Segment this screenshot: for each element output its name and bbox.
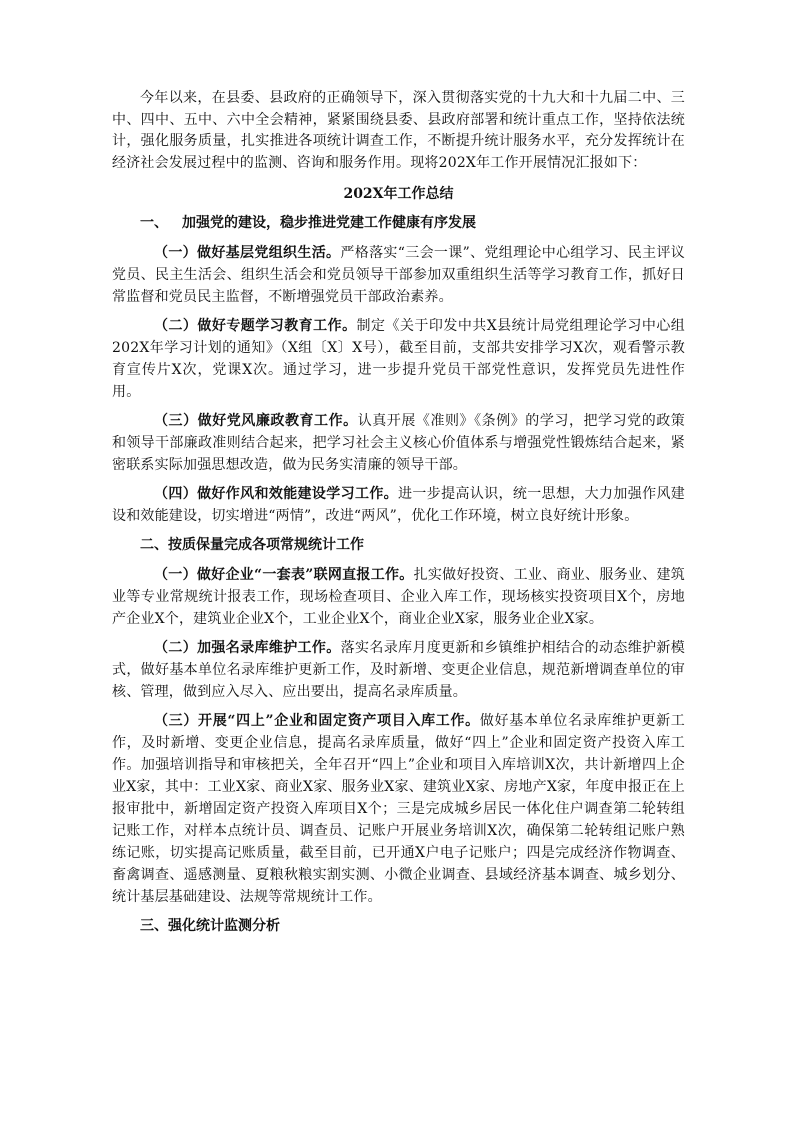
section-heading-3: 三、强化统计监测分析 <box>140 918 280 934</box>
section-1-item-3 <box>112 410 685 476</box>
item-lead: （一）做好基层党组织生活。 <box>154 245 341 261</box>
section-heading-text: 加强党的建设，稳步推进党建工作健康有序发展 <box>182 215 476 231</box>
item-lead: （四）做好作风和效能建设学习工作。 <box>154 486 399 502</box>
item-body: 做好基本单位名录库维护更新工作，及时新增、变更企业信息，提高名录库质量，做好“四上”企业和固定资产投资入库工作。加强培训指导和审核把关，全年召开“四上”企业和项目入库培训X次，共计新增四上企业X家，其中：工业X家、商业X家、服务业X家、建筑业X家、房地产X家，年度申报正在上报审批中，新增固定资产投资入库项目X个；三是完成城乡居民一体化住户调查第二轮转组记账工作，对样本点统计员、调查员、记账户开展业务培训X次，确保第二轮转组记账户熟练记账，切实提高记账质量，截至目前，已开通X户电子记账户；四是完成经济作物调查、畜禽调查、遥感测量、夏粮秋粮实割实测、小微企业调查、县域经济基本调查、城乡划分、统计基层基础建设、法规等常规统计工作。 <box>112 713 685 905</box>
item-body: 落实名录库月度更新和乡镇维护相结合的动态维护新模式，做好基本单位名录库维护更新工作，及时新增、变更企业信息，规范新增调查单位的审核、管理，做到应入尽入、应出要出，提高名录库质量。 <box>112 640 685 700</box>
section-number: 一、 <box>140 215 168 231</box>
item-lead: （三）开展“四上”企业和固定资产项目入库工作。 <box>154 713 480 729</box>
intro-paragraph: 今年以来，在县委、县政府的正确领导下，深入贯彻落实党的十九大和十九届二中、三中、四中、五中、六中全会精神，紧紧围绕县委、县政府部署和统计重点工作，坚持依法统计，强化服务质量，扎实推进各项统计调查工作，不断提升统计服务水平，充分发挥统计在经济社会发展过程中的监测、咨询和服务作用。现将202X年工作开展情况汇报如下： <box>112 90 685 171</box>
item-body: 进一步提高认识，统一思想，大力加强作风建设和效能建设，切实增进“两情”，改进“两风”，优化工作环境，树立良好统计形象。 <box>112 486 685 524</box>
section-2-item-1 <box>112 564 685 630</box>
item-lead: （二）做好专题学习教育工作。 <box>154 318 357 334</box>
item-lead: （三）做好党风廉政教育工作。 <box>154 413 358 429</box>
item-body: 严格落实“三会一课”、党组理论中心组学习、民主评议党员、民主生活会、组织生活会和党员领导干部参加双重组织生活等学习教育工作，抓好日常监督和党员民主监督，不断增强党员干部政治素养。 <box>112 245 685 305</box>
item-body: 认真开展《准则》《条例》的学习，把学习党的政策和领导干部廉政准则结合起来，把学习社会主义核心价值体系与增强党性锻炼结合起来，紧密联系实际加强思想改造，做为民务实清廉的领导干部。 <box>112 413 685 473</box>
item-body: 扎实做好投资、工业、商业、服务业、建筑业等专业常规统计报表工作，现场检查项目、企业入库工作，现场核实投资项目X个，房地产企业X个，建筑业企业X个，工业企业X个，商业企业X家，服务业企业X家。 <box>112 567 685 627</box>
section-1-item-2 <box>112 315 685 403</box>
item-lead: （一）做好企业“一套表”联网直报工作。 <box>154 567 414 583</box>
document-title: 202X年工作总结 <box>343 186 454 202</box>
section-2-item-3 <box>112 710 685 908</box>
item-lead: （二）加强名录库维护工作。 <box>154 640 341 656</box>
section-2-item-2 <box>112 637 685 703</box>
section-heading-2: 二、按质保量完成各项常规统计工作 <box>140 537 364 553</box>
section-1-item-1 <box>112 242 685 308</box>
section-1-item-4 <box>112 483 685 527</box>
item-body: 制定《关于印发中共X县统计局党组理论学习中心组202X年学习计划的通知》（X组〔X〕X号），截至目前，支部共安排学习X次，观看警示教育宣传片X次，党课X次。通过学习，进一步提升党员干部党性意识，发挥党员先进性作用。 <box>112 318 685 400</box>
section-heading-1 <box>112 212 685 234</box>
